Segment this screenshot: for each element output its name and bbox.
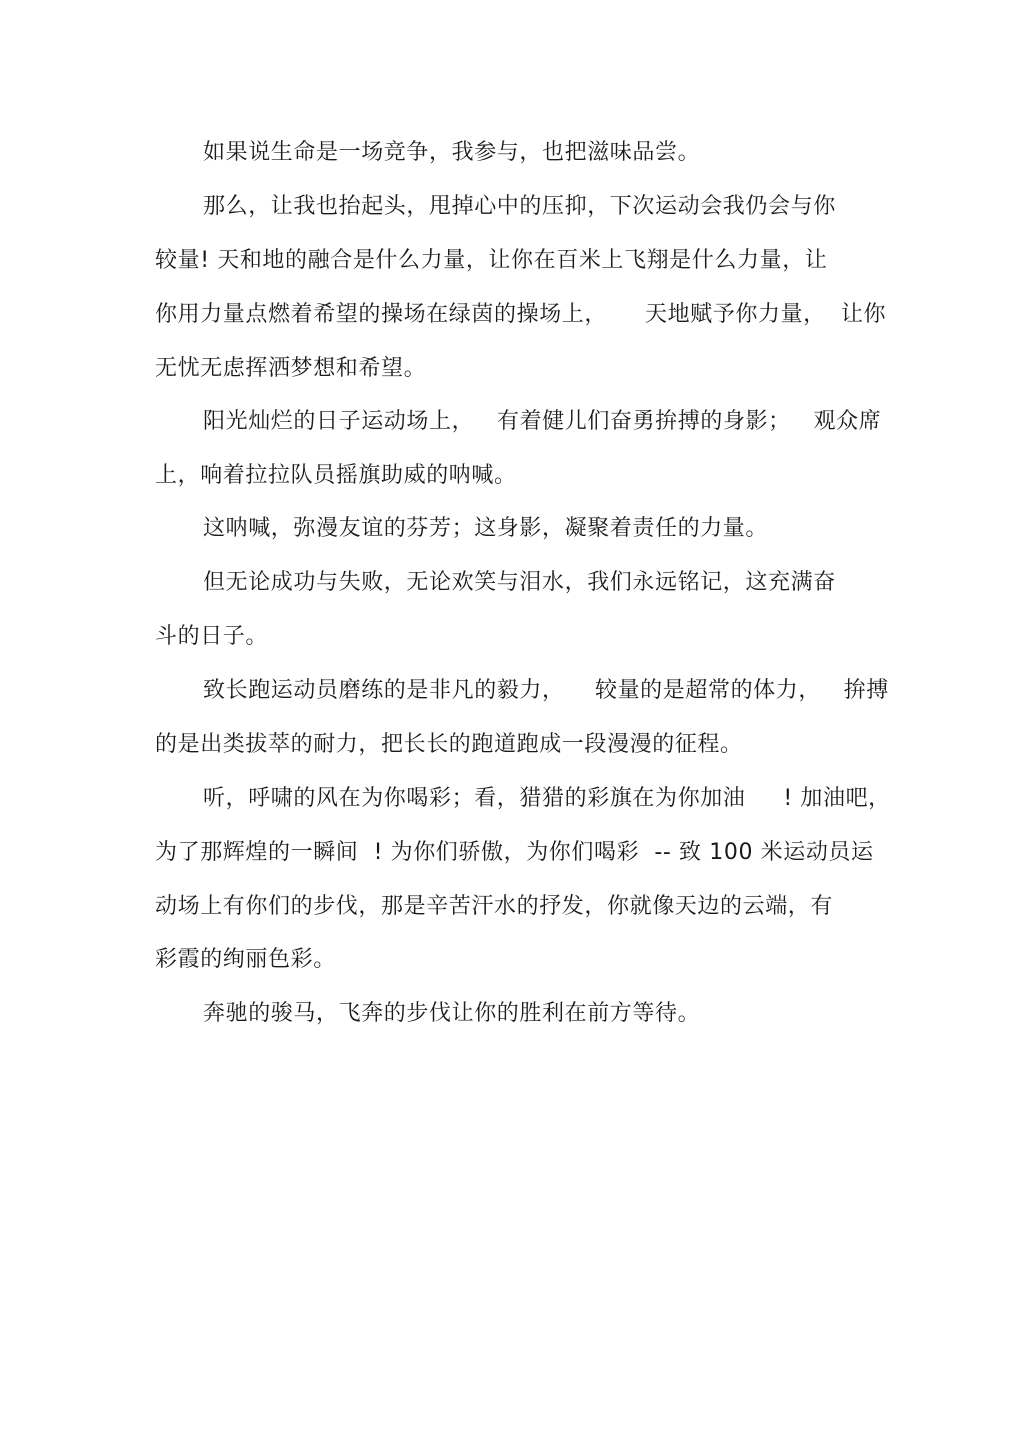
text-line: 如果说生命是一场竞争，我参与，也把滋味品尝。 (203, 140, 701, 165)
text-line: 那么，让我也抬起头，甩掉心中的压抑，下次运动会我仍会与你 (203, 194, 836, 219)
text-line: 动场上有你们的步伐，那是辛苦汗水的抒发，你就像天边的云端，有 (155, 894, 834, 919)
text-line: 致长跑运动员磨练的是非凡的毅力， 较量的是超常的体力， 拚搏 (203, 678, 889, 703)
text-line: 较量! 天和地的融合是什么力量，让你在百米上飞翔是什么力量，让 (155, 248, 828, 273)
text-line: 为了那辉煌的一瞬间 ! 为你们骄傲，为你们喝彩 -- 致 100 米运动员运 (155, 840, 874, 865)
text-line: 的是出类拔萃的耐力，把长长的跑道跑成一段漫漫的征程。 (155, 732, 743, 757)
text-line: 斗的日子。 (155, 624, 269, 649)
text-line: 奔驰的骏马，飞奔的步伐让你的胜利在前方等待。 (203, 1001, 701, 1026)
text-line: 彩霞的绚丽色彩。 (155, 947, 336, 972)
text-line: 听，呼啸的风在为你喝彩；看，猎猎的彩旗在为你加油 ! 加油吧， (203, 786, 891, 811)
text-line: 这呐喊，弥漫友谊的芬芳；这身影，凝聚着责任的力量。 (203, 516, 769, 541)
text-line: 但无论成功与失败，无论欢笑与泪水，我们永远铭记，这充满奋 (203, 570, 836, 595)
text-line: 上，响着拉拉队员摇旗助威的呐喊。 (155, 463, 517, 488)
text-line: 阳光灿烂的日子运动场上， 有着健儿们奋勇拚搏的身影； 观众席 (203, 409, 882, 434)
text-line: 你用力量点燃着希望的操场在绿茵的操场上， 天地赋予你力量， 让你 (155, 302, 887, 327)
text-line: 无忧无虑挥洒梦想和希望。 (155, 356, 427, 381)
